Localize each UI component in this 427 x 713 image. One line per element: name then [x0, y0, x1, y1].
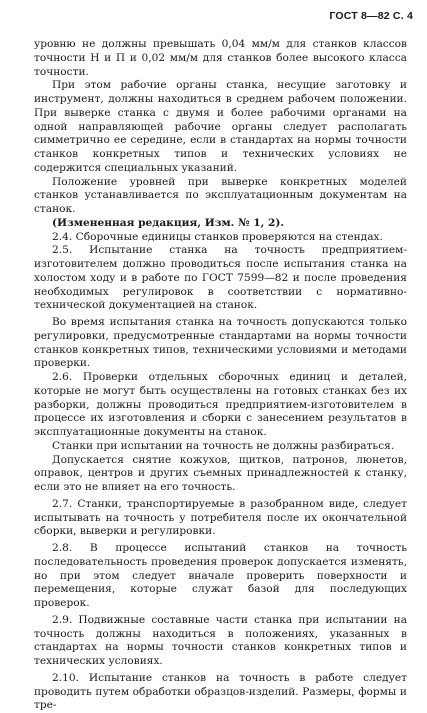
paragraph: Во время испытания станка на точность допускаются только регулировки, предусмотренные стандартами на нормы точности станков конкретных типов, техническими условиями и методами проверки. — [34, 316, 407, 370]
paragraph: Допускается снятие кожухов, щитков, патронов, люнетов, оправок, центров и других съемных принадлежностей к станку, если это не влияет на его точность. — [34, 453, 407, 493]
paragraph: Положение уровней при выверке конкретных моделей станков устанавливается по эксплуатационным документам на станок. — [34, 175, 407, 215]
paragraph: 2.6. Проверки отдельных сборочных единиц и деталей, которые не могут быть осуществлены на готовых станках без их разборки, должны проводиться предприятием-изготовителем в процессе их изготовления и сборки с занесением результатов в эксплуатационные документы на станок. — [34, 371, 407, 438]
page-header: ГОСТ 8—82 С. 4 — [329, 10, 413, 22]
paragraph: 2.8. В процессе испытаний станков на точность последовательность проведения проверок допускается изменять, но при этом следует вначале проверить поверхности и перемещения, которые служат базой для последующих проверок. — [34, 542, 407, 609]
paragraph: 2.9. Подвижные составные части станка при испытании на точность должны находиться в положениях, указанных в стандартах на нормы точности станков конкретных типов и технических условиях. — [34, 613, 407, 667]
document-body — [34, 38, 407, 713]
paragraph: 2.7. Станки, транспортируемые в разобранном виде, следует испытывать на точность у потребителя после их окончательной сборки, выверки и регулировки. — [34, 497, 407, 538]
paragraph: Станки при испытании на точность не должны разбираться. — [52, 439, 395, 452]
paragraph: 2.4. Сборочные единицы станков проверяются на стендах. — [52, 230, 383, 243]
paragraph: При этом рабочие органы станка, несущие заготовку и инструмент, должны находиться в среднем рабочем положении. При выверке станка с двумя и более рабочими органами на одной направляющей рабочие органы следует располагать симметрично ее середине, если в стандартах на нормы точности станков конкретных типов и технических условиях не содержится специальных указаний. — [34, 79, 407, 174]
paragraph: 2.5. Испытание станка на точность предприятием-изготовителем должно проводиться после испытания станка на холостом ходу и в работе по ГОСТ 7599—82 и после проведения необходимых регулировок в соответствии с нормативно-технической документацией на станок. — [34, 244, 407, 312]
paragraph: (Измененная редакция, Изм. № 1, 2). — [52, 216, 285, 229]
paragraph: уровню не должны превышать 0,04 мм/м для станков классов точности Н и П и 0,02 мм/м для станков более высокого класса точности. — [34, 38, 407, 78]
paragraph: 2.10. Испытание станков на точность в работе следует проводить путем обработки образцов-изделий. Размеры, формы и тре- — [34, 671, 407, 712]
